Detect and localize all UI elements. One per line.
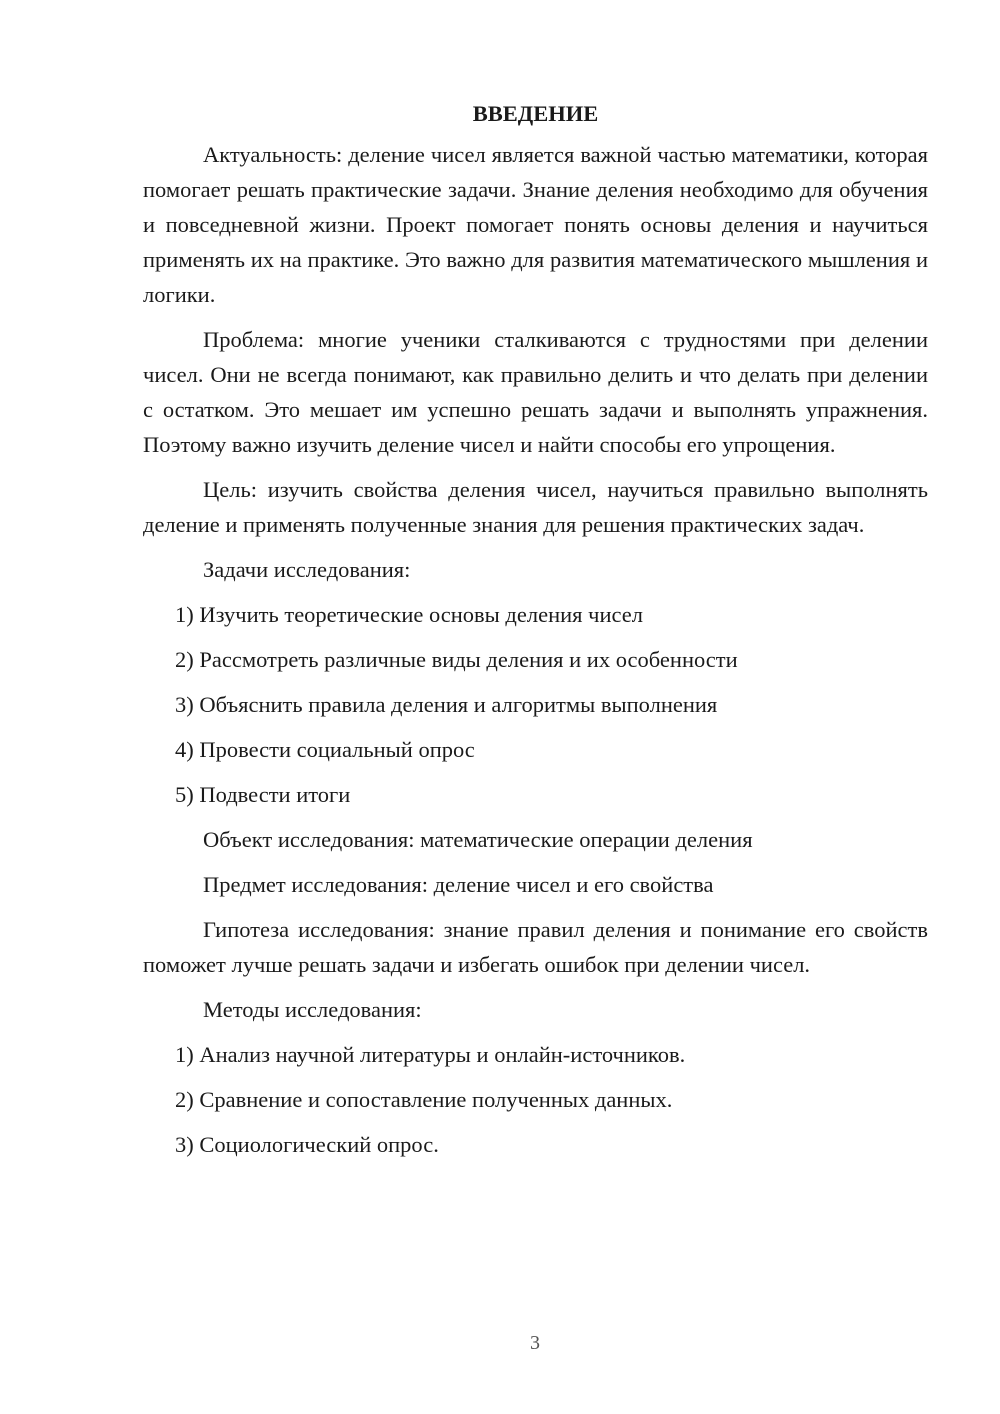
relevance-paragraph: Актуальность: деление чисел является важной частью математики, которая помогает решать практические задачи. Знание деления необходимо для обучения и повседневной жизни. Проект помогает понять основы деления и научиться применять их на практике. Это важно для развития математического мышления и логики. — [143, 142, 928, 307]
tasks-heading: Задачи исследования: — [203, 557, 411, 582]
list-item: 2) Сравнение и сопоставление полученных данных. — [175, 1087, 673, 1112]
list-item: 1) Изучить теоретические основы деления чисел — [175, 602, 643, 627]
tasks-list — [143, 597, 928, 812]
methods-list — [143, 1037, 928, 1162]
list-item: 5) Подвести итоги — [175, 782, 351, 807]
page-title: ВВЕДЕНИЕ — [472, 101, 599, 126]
page-content — [143, 96, 928, 1172]
list-item: 4) Провести социальный опрос — [175, 737, 475, 762]
list-item: 1) Анализ научной литературы и онлайн-источников. — [175, 1042, 686, 1067]
list-item: 3) Социологический опрос. — [175, 1132, 439, 1157]
object-line: Объект исследования: математические операции деления — [203, 827, 753, 852]
subject-line: Предмет исследования: деление чисел и его свойства — [203, 872, 714, 897]
methods-heading: Методы исследования: — [203, 997, 422, 1022]
goal-paragraph: Цель: изучить свойства деления чисел, научиться правильно выполнять деление и применять полученные знания для решения практических задач. — [143, 477, 928, 537]
list-item: 3) Объяснить правила деления и алгоритмы выполнения — [175, 692, 718, 717]
problem-paragraph: Проблема: многие ученики сталкиваются с трудностями при делении чисел. Они не всегда понимают, как правильно делить и что делать при делении с остатком. Это мешает им успешно решать задачи и выполнять упражнения. Поэтому важно изучить деление чисел и найти способы его упрощения. — [143, 327, 928, 457]
page-number: 3 — [530, 1332, 540, 1354]
list-item: 2) Рассмотреть различные виды деления и их особенности — [175, 647, 738, 672]
hypothesis-paragraph: Гипотеза исследования: знание правил деления и понимание его свойств поможет лучше решать задачи и избегать ошибок при делении чисел. — [143, 917, 928, 977]
